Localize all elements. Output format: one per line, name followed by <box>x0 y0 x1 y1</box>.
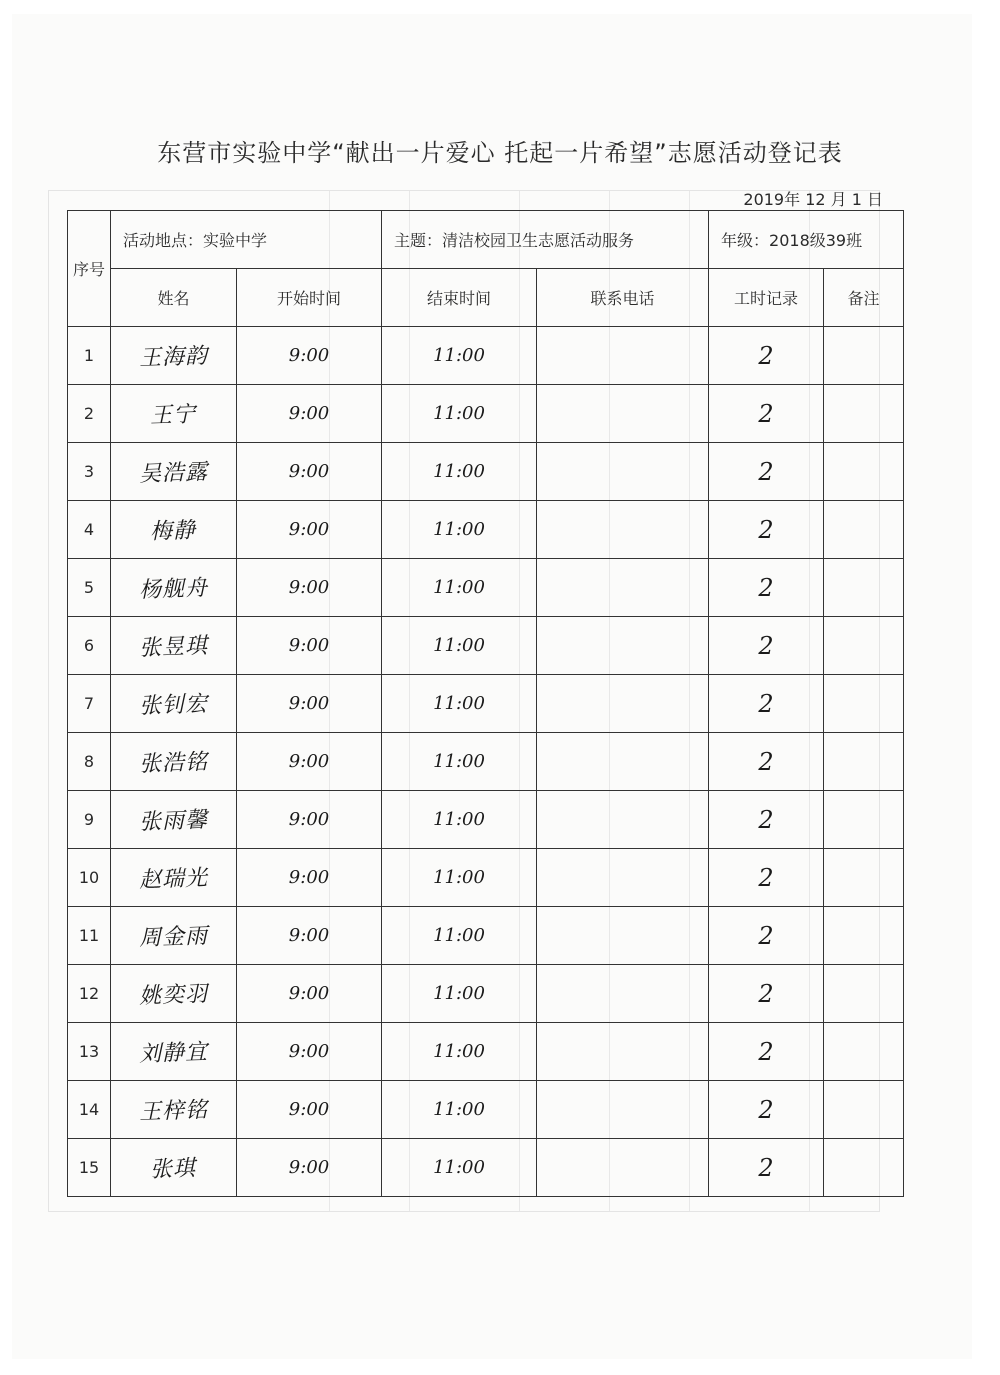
row-start-time-cell <box>237 965 382 1023</box>
row-hours-cell <box>709 733 824 791</box>
row-end-time-cell <box>382 443 537 501</box>
form-date: 2019年 12 月 1 日 <box>743 190 883 209</box>
row-note-cell <box>824 327 904 385</box>
row-name: 周金雨 <box>138 923 209 952</box>
row-phone-cell <box>537 1139 709 1197</box>
row-seq-cell <box>68 559 111 617</box>
row-seq: 11 <box>78 926 100 945</box>
row-end-time: 11:00 <box>433 925 485 946</box>
table-row <box>68 617 904 675</box>
row-name-cell <box>111 907 237 965</box>
row-note-cell <box>824 733 904 791</box>
row-seq-cell <box>68 907 111 965</box>
row-end-time: 11:00 <box>433 867 485 888</box>
row-seq: 9 <box>83 810 95 829</box>
row-note-cell <box>824 443 904 501</box>
row-end-time: 11:00 <box>433 635 485 656</box>
row-name-cell <box>111 675 237 733</box>
row-name: 王宁 <box>150 402 197 429</box>
table-row <box>68 733 904 791</box>
row-end-time: 11:00 <box>433 519 485 540</box>
registration-table <box>67 210 904 1197</box>
row-seq-cell <box>68 965 111 1023</box>
row-name-cell <box>111 849 237 907</box>
row-end-time-cell <box>382 559 537 617</box>
row-hours: 2 <box>758 341 774 370</box>
row-phone-cell <box>537 907 709 965</box>
table-row <box>68 849 904 907</box>
row-end-time: 11:00 <box>433 403 485 424</box>
row-hours-cell <box>709 849 824 907</box>
row-seq: 14 <box>78 1100 100 1119</box>
row-hours: 2 <box>758 1153 774 1182</box>
table-row <box>68 559 904 617</box>
row-note-cell <box>824 617 904 675</box>
row-seq: 3 <box>83 462 95 481</box>
row-hours: 2 <box>758 573 774 602</box>
row-end-time-cell <box>382 791 537 849</box>
row-hours-cell <box>709 907 824 965</box>
row-seq-cell <box>68 675 111 733</box>
row-hours: 2 <box>758 631 774 660</box>
row-seq: 2 <box>83 404 95 423</box>
table-row <box>68 907 904 965</box>
row-seq: 1 <box>83 346 95 365</box>
row-start-time-cell <box>237 1023 382 1081</box>
row-start-time-cell <box>237 501 382 559</box>
row-name-cell <box>111 501 237 559</box>
row-hours: 2 <box>758 1095 774 1124</box>
row-name: 吴浩露 <box>138 459 209 488</box>
header-name: 姓名 <box>111 269 237 327</box>
row-end-time-cell <box>382 501 537 559</box>
row-start-time-cell <box>237 907 382 965</box>
row-phone-cell <box>537 849 709 907</box>
row-note-cell <box>824 791 904 849</box>
row-start-time-cell <box>237 559 382 617</box>
row-hours-cell <box>709 1023 824 1081</box>
activity-theme: 主题：清洁校园卫生志愿活动服务 <box>382 211 709 269</box>
row-start-time: 9:00 <box>288 751 330 772</box>
row-start-time-cell <box>237 849 382 907</box>
row-end-time: 11:00 <box>433 809 485 830</box>
row-phone-cell <box>537 501 709 559</box>
row-seq-cell <box>68 1081 111 1139</box>
row-seq-cell <box>68 501 111 559</box>
table-row <box>68 327 904 385</box>
row-note-cell <box>824 1023 904 1081</box>
row-note-cell <box>824 849 904 907</box>
row-name: 张昱琪 <box>138 633 209 662</box>
row-hours: 2 <box>758 805 774 834</box>
header-end-time: 结束时间 <box>382 269 537 327</box>
row-end-time-cell <box>382 907 537 965</box>
row-hours: 2 <box>758 399 774 428</box>
row-hours: 2 <box>758 689 774 718</box>
row-start-time-cell <box>237 327 382 385</box>
row-start-time: 9:00 <box>288 345 330 366</box>
row-end-time: 11:00 <box>433 693 485 714</box>
row-hours: 2 <box>758 979 774 1008</box>
table-row <box>68 675 904 733</box>
row-end-time-cell <box>382 1139 537 1197</box>
row-name: 梅静 <box>150 518 197 545</box>
row-note-cell <box>824 1081 904 1139</box>
row-seq: 12 <box>78 984 100 1003</box>
row-note-cell <box>824 501 904 559</box>
table-row <box>68 791 904 849</box>
row-phone-cell <box>537 1023 709 1081</box>
row-note-cell <box>824 965 904 1023</box>
row-phone-cell <box>537 791 709 849</box>
row-seq: 8 <box>83 752 95 771</box>
row-end-time: 11:00 <box>433 461 485 482</box>
row-start-time: 9:00 <box>288 983 330 1004</box>
row-name-cell <box>111 559 237 617</box>
row-hours-cell <box>709 559 824 617</box>
row-note-cell <box>824 1139 904 1197</box>
row-phone-cell <box>537 617 709 675</box>
header-phone: 联系电话 <box>537 269 709 327</box>
row-phone-cell <box>537 965 709 1023</box>
row-seq: 7 <box>83 694 95 713</box>
row-name: 杨舰舟 <box>138 575 209 604</box>
table-row <box>68 1081 904 1139</box>
row-hours: 2 <box>758 863 774 892</box>
row-hours: 2 <box>758 921 774 950</box>
activity-location: 活动地点：实验中学 <box>111 211 382 269</box>
row-seq-cell <box>68 791 111 849</box>
row-end-time-cell <box>382 1023 537 1081</box>
row-start-time: 9:00 <box>288 635 330 656</box>
row-start-time-cell <box>237 1081 382 1139</box>
row-name: 王海韵 <box>138 343 209 372</box>
row-name-cell <box>111 965 237 1023</box>
row-seq-cell <box>68 385 111 443</box>
row-phone-cell <box>537 443 709 501</box>
row-name: 张琪 <box>150 1156 197 1183</box>
row-start-time: 9:00 <box>288 1041 330 1062</box>
row-end-time: 11:00 <box>433 345 485 366</box>
row-name: 张钊宏 <box>138 691 209 720</box>
row-seq-cell <box>68 617 111 675</box>
column-header-row <box>68 269 904 327</box>
row-seq-cell <box>68 849 111 907</box>
row-phone-cell <box>537 733 709 791</box>
row-name-cell <box>111 443 237 501</box>
row-hours: 2 <box>758 747 774 776</box>
row-start-time: 9:00 <box>288 925 330 946</box>
row-seq-cell <box>68 733 111 791</box>
row-name: 刘静宜 <box>138 1039 209 1068</box>
table-row <box>68 965 904 1023</box>
row-start-time-cell <box>237 791 382 849</box>
row-end-time: 11:00 <box>433 1041 485 1062</box>
header-start-time: 开始时间 <box>237 269 382 327</box>
table-row <box>68 1023 904 1081</box>
row-name-cell <box>111 385 237 443</box>
row-start-time-cell <box>237 1139 382 1197</box>
row-start-time-cell <box>237 385 382 443</box>
header-seq: 序号 <box>68 211 111 327</box>
table-row <box>68 443 904 501</box>
row-start-time: 9:00 <box>288 403 330 424</box>
row-hours-cell <box>709 327 824 385</box>
table-row <box>68 385 904 443</box>
row-hours-cell <box>709 385 824 443</box>
info-row <box>68 211 904 269</box>
row-start-time: 9:00 <box>288 1157 330 1178</box>
row-note-cell <box>824 675 904 733</box>
class-grade: 年级：2018级39班 <box>709 211 904 269</box>
row-seq-cell <box>68 443 111 501</box>
row-hours-cell <box>709 965 824 1023</box>
row-end-time-cell <box>382 1081 537 1139</box>
row-name-cell <box>111 327 237 385</box>
row-end-time-cell <box>382 965 537 1023</box>
table-row <box>68 1139 904 1197</box>
row-end-time-cell <box>382 733 537 791</box>
row-end-time-cell <box>382 849 537 907</box>
row-start-time-cell <box>237 733 382 791</box>
row-seq-cell <box>68 327 111 385</box>
row-phone-cell <box>537 1081 709 1139</box>
row-start-time: 9:00 <box>288 577 330 598</box>
row-start-time: 9:00 <box>288 809 330 830</box>
table-row <box>68 501 904 559</box>
row-start-time-cell <box>237 443 382 501</box>
row-seq: 6 <box>83 636 95 655</box>
header-note: 备注 <box>824 269 904 327</box>
row-hours-cell <box>709 501 824 559</box>
row-name: 张浩铭 <box>138 749 209 778</box>
row-name-cell <box>111 1023 237 1081</box>
row-start-time: 9:00 <box>288 519 330 540</box>
row-start-time-cell <box>237 617 382 675</box>
row-hours-cell <box>709 675 824 733</box>
row-name-cell <box>111 733 237 791</box>
row-hours: 2 <box>758 515 774 544</box>
row-phone-cell <box>537 385 709 443</box>
row-name-cell <box>111 617 237 675</box>
row-start-time: 9:00 <box>288 461 330 482</box>
header-hours: 工时记录 <box>709 269 824 327</box>
row-name: 赵瑞光 <box>138 865 209 894</box>
row-name: 姚奕羽 <box>138 981 209 1010</box>
row-start-time-cell <box>237 675 382 733</box>
row-note-cell <box>824 559 904 617</box>
row-end-time: 11:00 <box>433 1099 485 1120</box>
row-name: 张雨馨 <box>138 807 209 836</box>
row-end-time: 11:00 <box>433 983 485 1004</box>
row-start-time: 9:00 <box>288 867 330 888</box>
row-name: 王梓铭 <box>138 1097 209 1126</box>
row-seq: 5 <box>83 578 95 597</box>
row-name-cell <box>111 791 237 849</box>
row-hours-cell <box>709 791 824 849</box>
row-note-cell <box>824 907 904 965</box>
row-hours: 2 <box>758 1037 774 1066</box>
row-hours-cell <box>709 1081 824 1139</box>
row-seq: 4 <box>83 520 95 539</box>
row-name-cell <box>111 1139 237 1197</box>
row-end-time-cell <box>382 675 537 733</box>
row-end-time: 11:00 <box>433 577 485 598</box>
row-phone-cell <box>537 675 709 733</box>
row-hours-cell <box>709 617 824 675</box>
row-end-time: 11:00 <box>433 751 485 772</box>
row-end-time-cell <box>382 617 537 675</box>
row-start-time: 9:00 <box>288 1099 330 1120</box>
row-end-time-cell <box>382 327 537 385</box>
row-start-time: 9:00 <box>288 693 330 714</box>
row-seq-cell <box>68 1023 111 1081</box>
row-note-cell <box>824 385 904 443</box>
row-hours: 2 <box>758 457 774 486</box>
form-title: 东营市实验中学“献出一片爱心 托起一片希望”志愿活动登记表 <box>157 139 843 167</box>
row-end-time-cell <box>382 385 537 443</box>
row-seq-cell <box>68 1139 111 1197</box>
row-phone-cell <box>537 327 709 385</box>
row-hours-cell <box>709 1139 824 1197</box>
row-end-time: 11:00 <box>433 1157 485 1178</box>
row-name-cell <box>111 1081 237 1139</box>
row-seq: 15 <box>78 1158 100 1177</box>
row-hours-cell <box>709 443 824 501</box>
row-seq: 13 <box>78 1042 100 1061</box>
row-seq: 10 <box>78 868 100 887</box>
row-phone-cell <box>537 559 709 617</box>
